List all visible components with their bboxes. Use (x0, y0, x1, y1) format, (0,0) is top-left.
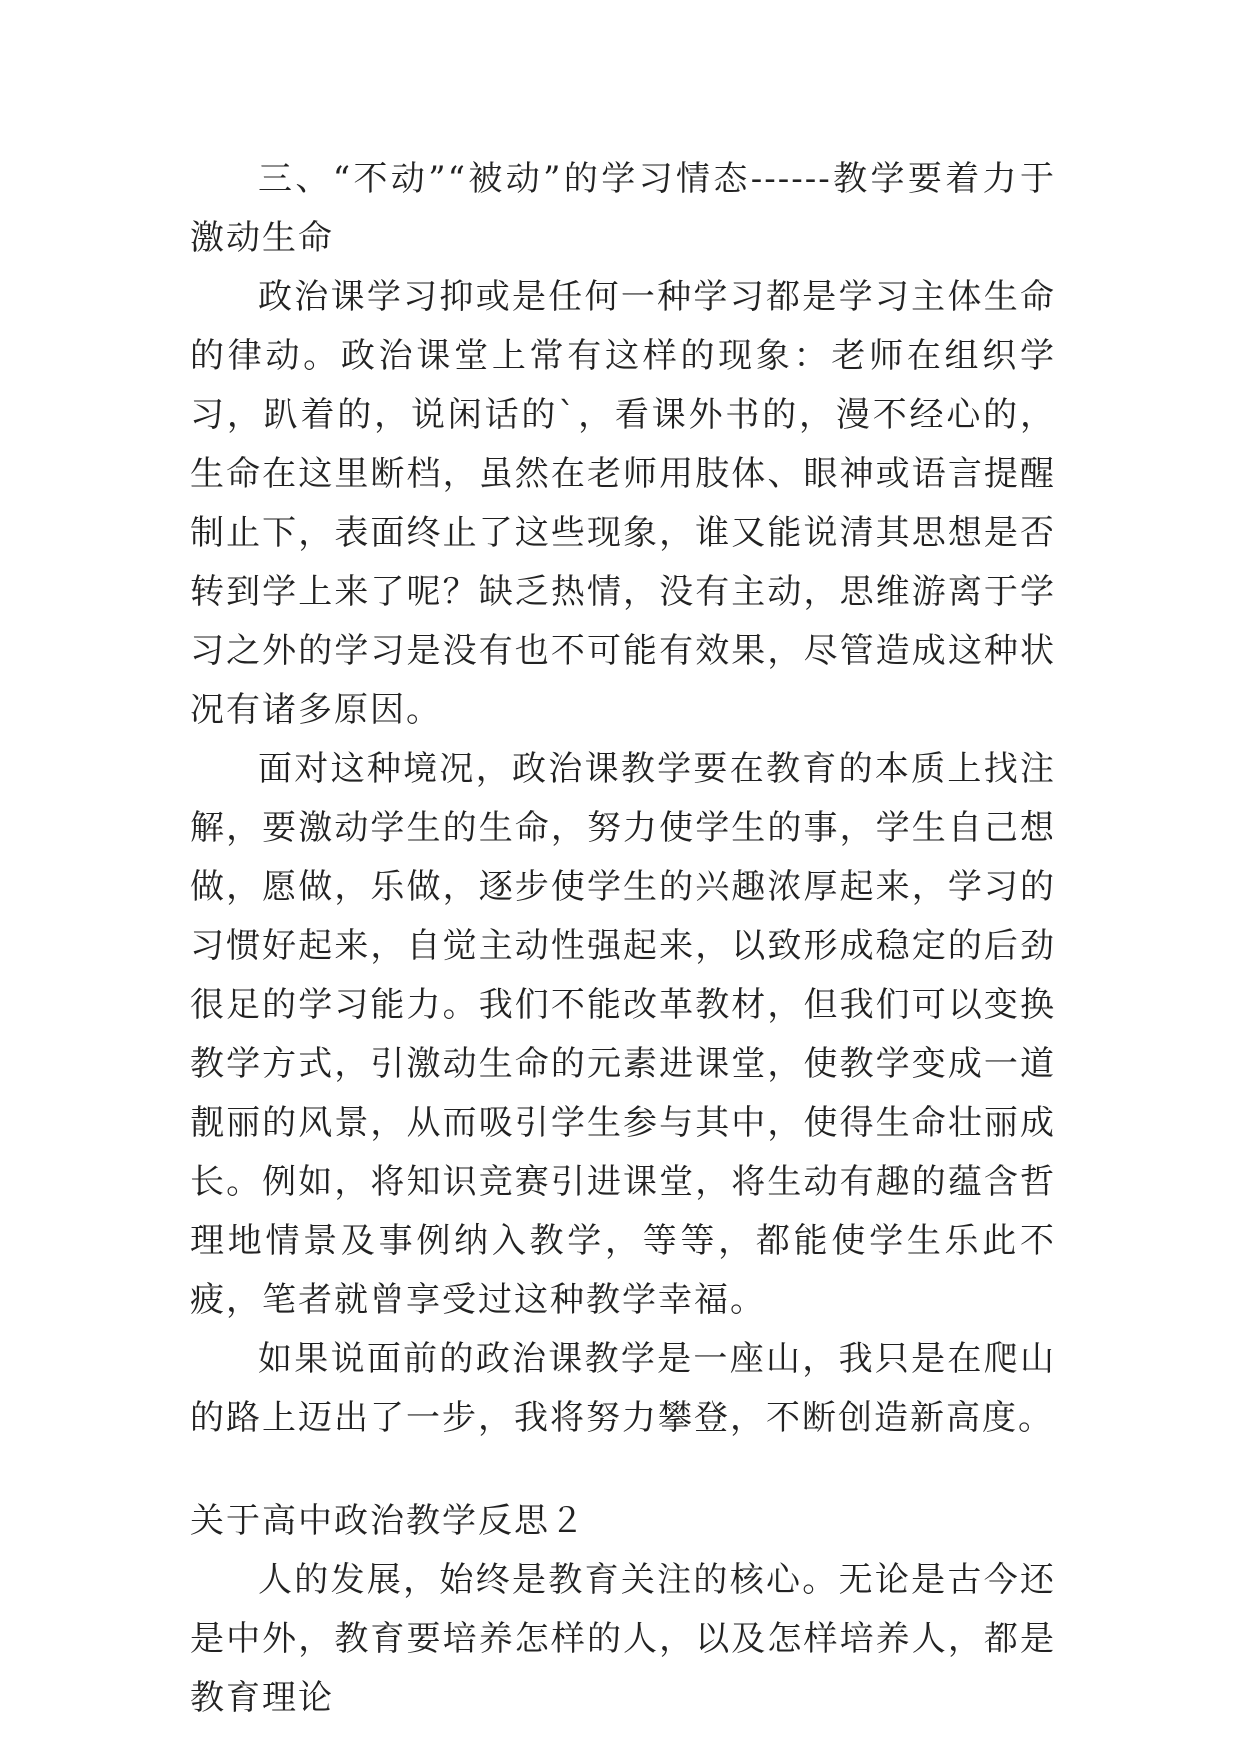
paragraph-political-learning: 政治课学习抑或是任何一种学习都是学习主体生命的律动。政治课堂上常有这样的现象：老师在组织学习，趴着的，说闲话的`，看课外书的，漫不经心的，生命在这里断档，虽然在老师用肢体、眼神或语言提醒制止下，表面终止了这些现象，谁又能说清其思想是否转到学上来了呢？缺乏热情，没有主动，思维游离于学习之外的学习是没有也不可能有效果，尽管造成这种状况有诸多原因。 (190, 277, 1056, 730)
paragraph-conclusion: 如果说面前的政治课教学是一座山，我只是在爬山的路上迈出了一步，我将努力攀登，不断创造新高度。 (190, 1339, 1056, 1438)
paragraph-human-development: 人的发展，始终是教育关注的核心。无论是古今还是中外，教育要培养怎样的人，以及怎样培养人，都是教育理论 (190, 1560, 1056, 1718)
paragraph-teaching-approach: 面对这种境况，政治课教学要在教育的本质上找注解，要激动学生的生命，努力使学生的事，学生自己想做，愿做，乐做，逐步使学生的兴趣浓厚起来，学习的习惯好起来，自觉主动性强起来，以致形成稳定的后劲很足的学习能力。我们不能改革教材，但我们可以变换教学方式，引激动生命的元素进课堂，使教学变成一道靓丽的风景，从而吸引学生参与其中，使得生命壮丽成长。例如，将知识竞赛引进课堂，将生动有趣的蕴含哲理地情景及事例纳入教学，等等，都能使学生乐此不疲，笔者就曾享受过这种教学幸福。 (190, 749, 1056, 1320)
section-heading: 关于高中政治教学反思２ (190, 1501, 586, 1541)
paragraph-section-three-title: 三、“不动”“被动”的学习情态------教学要着力于激动生命 (190, 159, 1056, 258)
document-body (190, 150, 1056, 1728)
